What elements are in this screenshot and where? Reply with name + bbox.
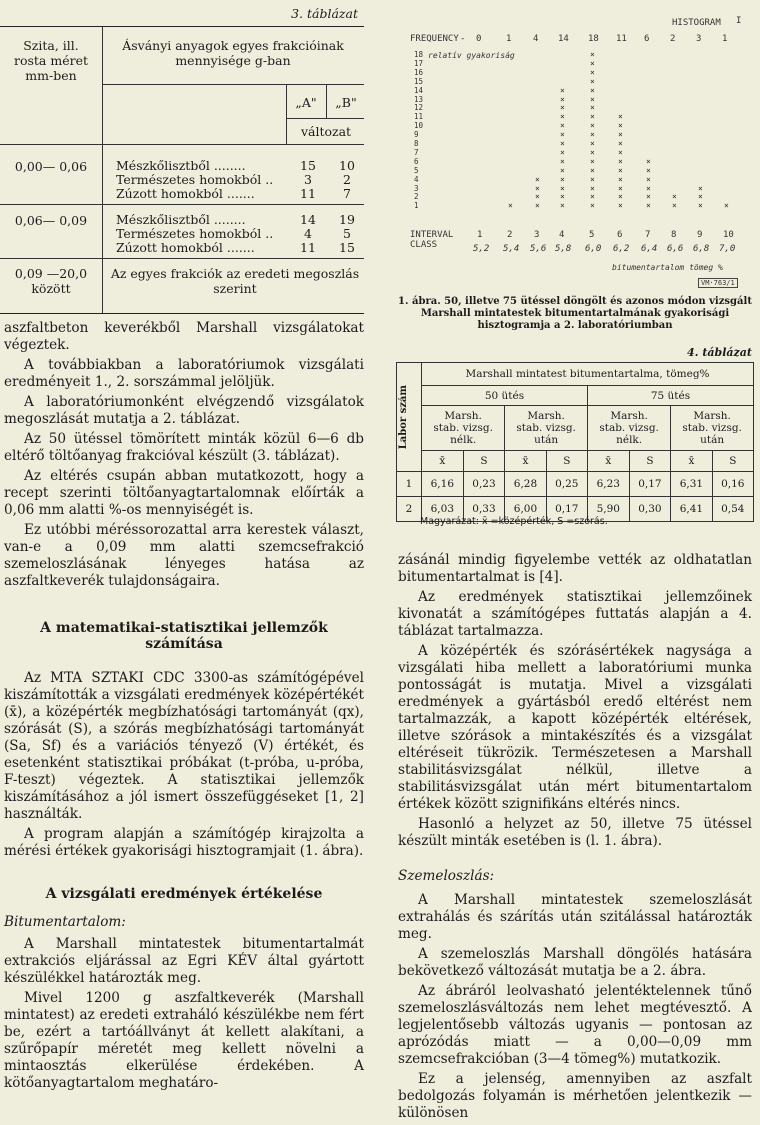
material: Természetes homokból ..	[116, 172, 274, 187]
section-heading: A vizsgálati eredmények értékelése	[45, 886, 323, 902]
histogram-mark: ×	[560, 112, 565, 122]
y-tick-label: 13	[414, 94, 424, 104]
left-column	[4, 320, 364, 1095]
paragraph: Az eredmények statisztikai jellemzőinek kivonatát a számítógépes futtatás alapján a 4. táblázat tartalmazza.	[398, 589, 752, 639]
histogram-mark: ×	[508, 201, 513, 211]
y-tick-label: 5	[414, 165, 419, 175]
histogram-mark: ×	[618, 121, 623, 131]
histogram-mark: ×	[560, 174, 565, 184]
frequency-value: 0	[476, 34, 482, 44]
histogram-mark: ×	[618, 201, 623, 211]
subsection-heading: Bitumentartalom:	[4, 914, 126, 930]
class-label: CLASS	[410, 240, 438, 250]
table-row	[116, 227, 366, 241]
histogram-mark: ×	[618, 192, 623, 202]
y-tick-label: 18	[414, 50, 424, 59]
histogram-mark: ×	[590, 201, 595, 211]
paragraph: A laboratóriumonként elvégzendő vizsgálatok megoszlását mutatja a 2. táblázat.	[4, 394, 364, 427]
histogram-mark: ×	[618, 147, 623, 157]
frequency-dash: -	[460, 34, 466, 44]
note-line: szerint	[213, 281, 257, 296]
histogram-mark: ×	[590, 174, 595, 184]
histogram-mark: ×	[560, 121, 565, 131]
stat-header: S	[463, 451, 505, 472]
histogram-mark: ×	[535, 192, 540, 202]
y-tick-label: 8	[414, 139, 419, 148]
paragraph: A program alapján a számítógép kirajzolta a mérési értékek gyakorisági hisztogramjait (1. ábra).	[4, 826, 364, 859]
histogram-mark: ×	[590, 139, 595, 148]
histogram-mark: ×	[724, 201, 729, 211]
histogram-mark: ×	[698, 183, 703, 193]
histogram-mark: ×	[590, 130, 595, 140]
a-value: 14	[300, 212, 316, 227]
b-value: 19	[339, 212, 355, 227]
y-tick-label: 17	[414, 58, 424, 68]
rule	[286, 118, 364, 119]
b-value: 2	[343, 172, 351, 187]
group-rows	[116, 213, 366, 255]
interval-value: 9	[697, 230, 703, 240]
header-line: rosta méret	[13, 53, 88, 68]
lab-number-header-text: Labor szám	[398, 384, 409, 450]
histogram-mark: ×	[590, 94, 595, 104]
table-3-bottom-rule	[0, 313, 364, 314]
histogram-mark: ×	[535, 183, 540, 193]
cell: 0,23	[463, 472, 505, 497]
y-tick-label: 3	[414, 183, 419, 193]
y-tick-label: 12	[414, 103, 424, 113]
right-column	[398, 552, 752, 1125]
cell: 5,90	[587, 497, 629, 522]
last-range-cell	[0, 266, 102, 296]
y-tick-label: 7	[414, 147, 419, 157]
histogram-mark: ×	[560, 130, 565, 140]
paragraph: A Marshall mintatestek bitumentartalmát extrakciós eljárással az Egri KÉV által gyártott készülékkel határozták meg.	[4, 936, 364, 986]
table-row	[116, 187, 366, 201]
cell: 6,41	[671, 497, 712, 522]
table-3	[0, 0, 370, 318]
frequency-value: 18	[588, 34, 599, 44]
histogram-mark: ×	[560, 103, 565, 113]
histogram-mark: ×	[590, 76, 595, 86]
frequency-value: 4	[533, 34, 539, 44]
variant-label: változat	[300, 124, 352, 139]
subsection-heading: Szemeloszlás:	[398, 868, 495, 884]
variant-b-header: „B"	[335, 95, 357, 110]
a-value: 11	[300, 240, 316, 255]
group-rows	[116, 159, 366, 201]
histogram-mark: ×	[560, 147, 565, 157]
paragraph: Ez utóbbi méréssorozattal arra kerestek választ, van-e a 0,09 mm alatti szemcsefrakció szemeloszlásának lényeges hatása az aszfaltkeverék tulajdonságaira.	[4, 522, 364, 589]
interval-value: 5	[589, 230, 595, 240]
paragraph: A továbbiakban a laboratóriumok vizsgálati eredményeit 1., 2. sorszámmal jelöljük.	[4, 357, 364, 390]
x-axis-label: bitumentartalom tömeg %	[612, 263, 723, 272]
rule	[0, 258, 364, 259]
histogram-mark: ×	[618, 183, 623, 193]
header-line: Ásványi anyagok egyes frakcióinak	[122, 38, 344, 53]
lab-number-header	[397, 363, 422, 472]
sub-header: Marsh. stab. vizsg. nélk.	[422, 406, 505, 451]
interval-label: INTERVAL	[410, 230, 454, 240]
range-cell: 0,00— 0,06	[14, 159, 88, 174]
frequency-value: 11	[616, 34, 627, 44]
a-value: 3	[304, 172, 312, 187]
histogram-mark: ×	[618, 174, 623, 184]
cell: 6,00	[505, 497, 546, 522]
caption-line: hisztogramja a 2. laboratóriumban	[477, 320, 673, 331]
sub-header: Marsh. stab. vizsg. után	[505, 406, 588, 451]
y-tick-label: 16	[414, 67, 424, 77]
histogram-mark: ×	[590, 165, 595, 175]
cell: 0,54	[712, 497, 753, 522]
y-tick-label: 14	[414, 85, 424, 95]
caption-line: 1. ábra. 50, illetve 75 ütéssel döngölt és azonos módon vizsgált	[398, 296, 752, 307]
header-line: Szita, ill.	[23, 38, 79, 53]
histogram-mark: ×	[646, 165, 651, 175]
table-row	[116, 213, 366, 227]
cell: 0,25	[546, 472, 587, 497]
figure-caption	[390, 296, 760, 332]
b-value: 5	[343, 226, 351, 241]
histogram-mark: ×	[590, 121, 595, 131]
range-line: között	[31, 281, 71, 296]
last-note-cell	[104, 266, 366, 296]
caption-line: Marshall mintatestek bitumentartalmának gyakorisági	[420, 308, 730, 319]
material: Természetes homokból ..	[116, 226, 274, 241]
paragraph: Az 50 ütéssel tömörített minták közül 6—6 db eltérő töltőanyag frakcióval készült (3. táblázat).	[4, 431, 364, 464]
cell: 6,28	[505, 472, 546, 497]
rule	[102, 84, 364, 85]
variant-a-header: „A"	[295, 95, 317, 110]
histogram-mark: ×	[590, 103, 595, 113]
frequency-value: 2	[670, 34, 676, 44]
stat-header: S	[629, 451, 671, 472]
table-row	[397, 472, 754, 497]
cell: 6,16	[422, 472, 464, 497]
lab-number: 1	[397, 472, 422, 497]
cell: 0,16	[712, 472, 753, 497]
histogram-mark: ×	[618, 112, 623, 122]
stat-header: S	[546, 451, 587, 472]
section-heading: A matematikai-statisztikai jellemzők számítása	[40, 620, 328, 652]
histogram-mark: ×	[560, 183, 565, 193]
material: Mészkőlisztből ........	[116, 212, 246, 227]
a-value: 11	[300, 186, 316, 201]
table-row	[116, 173, 366, 187]
rule	[0, 204, 364, 205]
class-value: 6,2	[613, 244, 630, 254]
histogram-mark: ×	[618, 165, 623, 175]
table-3-col2-header	[102, 38, 364, 68]
frequency-value: 14	[558, 34, 569, 44]
table-3-label: 3. táblázat	[291, 6, 358, 21]
histogram-mark: ×	[560, 192, 565, 202]
frequency-value: 1	[506, 34, 512, 44]
interval-value: 10	[723, 230, 734, 240]
class-value: 5,8	[555, 244, 572, 254]
y-tick-label: 15	[414, 76, 424, 86]
table-3-vertical-rule	[102, 27, 103, 313]
histogram-mark: ×	[560, 201, 565, 211]
paragraph: aszfaltbeton keverékből Marshall vizsgálatokat végeztek.	[4, 320, 364, 353]
histogram-mark: ×	[698, 192, 703, 202]
paragraph: zásánál mindig figyelembe vették az oldhatatlan bitumentartalmat is [4].	[398, 552, 752, 585]
cell: 6,03	[422, 497, 464, 522]
frequency-value: 6	[644, 34, 650, 44]
table-3-col1-header	[0, 38, 102, 83]
stat-header: x̄	[422, 451, 464, 472]
class-value: 6,6	[667, 244, 684, 254]
histogram-mark: ×	[672, 192, 677, 202]
y-tick-label: 10	[414, 121, 424, 131]
paragraph: Hasonló a helyzet az 50, illetve 75 ütéssel készült minták esetében is (l. 1. ábra).	[398, 816, 752, 849]
interval-value: 7	[645, 230, 651, 240]
material: Zúzott homokból .......	[116, 240, 255, 255]
histogram-mark: ×	[618, 139, 623, 148]
histogram-mark: ×	[560, 165, 565, 175]
cell: 6,23	[587, 472, 629, 497]
cell: 0,17	[546, 497, 587, 522]
figure-stamp: VM·763/1	[698, 278, 738, 288]
interval-value: 2	[507, 230, 513, 240]
b-value: 7	[343, 186, 351, 201]
histogram-mark: ×	[672, 201, 677, 211]
table-row	[116, 241, 366, 255]
histogram-mark: ×	[590, 147, 595, 157]
histogram-mark: ×	[590, 112, 595, 122]
sub-header: Marsh. stab. vizsg. nélk.	[587, 406, 670, 451]
table-row	[116, 159, 366, 173]
class-value: 6,8	[693, 244, 710, 254]
b-value: 15	[339, 240, 355, 255]
group-header: 75 ütés	[587, 386, 753, 406]
material: Mészkőlisztből ........	[116, 158, 246, 173]
y-tick-label: 11	[414, 112, 424, 122]
cell: 0,33	[463, 497, 505, 522]
interval-value: 1	[477, 230, 483, 240]
histogram-mark: ×	[590, 67, 595, 77]
histogram-mark: ×	[560, 139, 565, 148]
histogram-mark: ×	[590, 192, 595, 202]
interval-value: 3	[534, 230, 540, 240]
histogram-mark: ×	[535, 174, 540, 184]
histogram-title-marker: I	[736, 16, 742, 26]
stat-header: S	[712, 451, 753, 472]
histogram-mark: ×	[590, 85, 595, 95]
y-tick-label: 9	[414, 130, 419, 140]
y-tick-label: 2	[414, 192, 419, 202]
histogram-mark: ×	[646, 183, 651, 193]
paragraph: A középérték és szórásértékek nagysága a vizsgálati hiba mellett a laboratóriumi munka pontosságát is mutatja. Mivel a vizsgálati eredmények a gyártásból eredő eltérést nem tartalmazzák, a kapott középérték eltérések, illetve szórások a mintakészítés és a vizsgálat eltéréseit tükrözik. Természetesen a Marshall stabilitásvizsgálat nélkül, illetve a stabilitásvizsgálat után mért bitumentartalom értékek között szignifikáns eltérés nincs.	[398, 643, 752, 812]
table-4-note: Magyarázat: x̄ =középérték, S =szórás.	[420, 516, 608, 527]
y-tick-label: 6	[414, 156, 419, 166]
frequency-value: 3	[696, 34, 702, 44]
histogram-mark: ×	[535, 201, 540, 211]
cell: 0,30	[629, 497, 671, 522]
note-line: Az egyes frakciók az eredeti megoszlás	[110, 266, 360, 281]
material: Zúzott homokból .......	[116, 186, 255, 201]
stat-header: x̄	[587, 451, 629, 472]
cell: 0,17	[629, 472, 671, 497]
histogram-mark: ×	[560, 85, 565, 95]
cell: 6,31	[671, 472, 712, 497]
interval-value: 4	[559, 230, 565, 240]
frequency-label: FREQUENCY	[410, 34, 459, 44]
histogram-plot	[400, 0, 760, 300]
b-value: 10	[339, 158, 355, 173]
range-cell: 0,06— 0,09	[14, 213, 88, 228]
class-value: 5,2	[473, 244, 490, 254]
histogram-figure	[400, 0, 760, 300]
paragraph: Az MTA SZTAKI CDC 3300-as számítógépével kiszámították a vizsgálati eredmények középértékét (x̄), a középérték megbízhatósági tartományát (qx), szórását (S), a szórás megbízhatósági tartományát (Sa, Sf) és a variációs tényező (V) értékét, és esetenként statisztikai próbákat (t-próba, u-próba, F-teszt) végeztek. A statisztikai jellemzők kiszámításához a jól ismert összefüggéseket [1, 2] használták.	[4, 670, 364, 822]
lab-number: 2	[397, 497, 422, 522]
histogram-mark: ×	[646, 156, 651, 166]
table-4-label: 4. táblázat	[687, 346, 752, 359]
header-line: mm-ben	[25, 68, 77, 83]
main-header: Marshall mintatest bitumentartalma, tömeg%	[422, 363, 754, 386]
class-value: 5,4	[503, 244, 520, 254]
paragraph: Ez a jelenség, amennyiben az aszfalt bedolgozás folyamán is mérhetően jelentkezik — különösen	[398, 1071, 752, 1121]
interval-value: 8	[671, 230, 677, 240]
histogram-mark: ×	[590, 58, 595, 68]
histogram-mark: ×	[618, 156, 623, 166]
table-4	[396, 362, 754, 522]
relative-label: relatív gyakoriság	[428, 51, 515, 60]
stat-header: x̄	[505, 451, 546, 472]
stat-header: x̄	[671, 451, 712, 472]
histogram-mark: ×	[618, 130, 623, 140]
class-value: 6,4	[641, 244, 658, 254]
histogram-mark: ×	[646, 192, 651, 202]
header-line: mennyisége g-ban	[175, 53, 291, 68]
a-value: 15	[300, 158, 316, 173]
histogram-mark: ×	[590, 183, 595, 193]
class-value: 5,6	[530, 244, 547, 254]
sub-header: Marsh. stab. vizsg. után	[671, 406, 754, 451]
paragraph: Az ábráról leolvasható jelentéktelennek tűnő szemeloszlásváltozás nem lehet megtévesztő. A legjelentősebb változás ugyanis — pontosan az aprózódás miatt — a 0,00—0,09 mm szemcsefrakcióban (3—4 tömeg%) mutatkozik.	[398, 983, 752, 1067]
paragraph: A szemeloszlás Marshall döngölés hatására bekövetkező változását mutatja be a 2. ábra.	[398, 946, 752, 979]
class-value: 7,0	[719, 244, 736, 254]
class-value: 6,0	[585, 244, 602, 254]
histogram-mark: ×	[590, 50, 595, 59]
table-3-top-rule	[0, 26, 364, 27]
histogram-title: HISTOGRAM	[672, 18, 721, 28]
histogram-mark: ×	[560, 156, 565, 166]
y-tick-label: 1	[414, 201, 419, 211]
histogram-mark: ×	[698, 201, 703, 211]
frequency-value: 1	[722, 34, 728, 44]
rule	[0, 144, 364, 145]
histogram-mark: ×	[646, 201, 651, 211]
histogram-mark: ×	[560, 94, 565, 104]
paragraph: A Marshall mintatestek szemeloszlását extrahálás és szárítás után szitálással határozták meg.	[398, 892, 752, 942]
range-line: 0,09 —20,0	[14, 266, 88, 281]
a-value: 4	[304, 226, 312, 241]
interval-value: 6	[617, 230, 623, 240]
group-header: 50 ütés	[422, 386, 588, 406]
histogram-mark: ×	[590, 156, 595, 166]
y-tick-label: 4	[414, 174, 419, 184]
histogram-mark: ×	[646, 174, 651, 184]
paragraph: Mivel 1200 g aszfaltkeverék (Marshall mintatest) az eredeti extraháló készülékbe nem fért be, ezért a tartóállványt át kellett alakítani, a szűrőpapír méretét meg kellett növelni a mintaosztás elkerülése érdekében. A kötőanyagtartalom meghatáro-	[4, 990, 364, 1091]
paragraph: Az eltérés csupán abban mutatkozott, hogy a recept szerinti töltőanyagtartalomnak előírták a 0,06 mm alatti %-os mennyiségét is.	[4, 468, 364, 518]
